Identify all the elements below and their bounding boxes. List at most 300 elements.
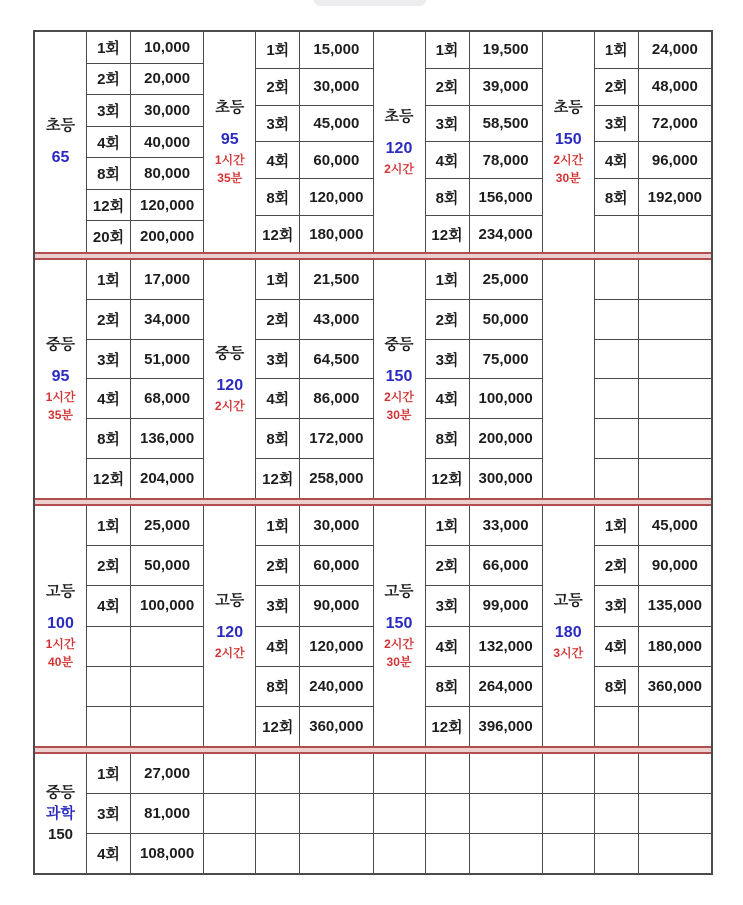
- label-line: 1시간: [214, 152, 245, 167]
- label-line: 120: [216, 376, 244, 394]
- session-cell: 3회: [595, 106, 639, 142]
- session-cell: 4회: [426, 379, 470, 418]
- price-cell: 86,000: [313, 390, 360, 408]
- session-cell: 1회: [426, 260, 470, 299]
- price-table: [33, 30, 713, 875]
- session-cell: [595, 834, 639, 873]
- table-row: [256, 586, 372, 626]
- rows: [426, 754, 542, 873]
- session-cell: 4회: [87, 586, 131, 625]
- table-row: [426, 546, 542, 586]
- session-cell: [595, 300, 639, 339]
- price-cell: 264,000: [478, 677, 533, 695]
- table-row: [87, 586, 203, 626]
- price-cell: 204,000: [140, 470, 195, 488]
- price-cell: 51,000: [144, 350, 191, 368]
- grade-label-cell: [35, 754, 87, 873]
- session-cell: 1회: [595, 506, 639, 545]
- table-row: [87, 754, 203, 794]
- block-elementary-3: [543, 32, 711, 252]
- session-cell: 2회: [256, 546, 300, 585]
- price-cell: [639, 794, 711, 833]
- section-separator: [35, 252, 711, 260]
- table-row: [87, 834, 203, 873]
- session-cell: 4회: [426, 142, 470, 178]
- table-row: [87, 260, 203, 300]
- table-row: [87, 627, 203, 667]
- price-cell: 30,000: [313, 517, 360, 535]
- rows: [595, 506, 711, 746]
- label-line: 35분: [48, 408, 73, 423]
- session-cell: [87, 667, 131, 706]
- price-cell: 120,000: [309, 188, 364, 206]
- session-cell: 3회: [87, 95, 131, 126]
- label-line: 2시간: [214, 398, 245, 413]
- label-line: 100: [47, 614, 74, 632]
- session-cell: 8회: [426, 419, 470, 458]
- price-cell: 200,000: [140, 228, 195, 246]
- label-line: 2시간: [384, 161, 414, 176]
- label-line: 180: [554, 623, 582, 641]
- table-row: [256, 794, 372, 834]
- price-cell: 68,000: [144, 390, 191, 408]
- session-cell: 1회: [87, 32, 131, 63]
- label-line: 65: [51, 148, 70, 166]
- table-row: [595, 260, 711, 300]
- rows: [426, 260, 542, 498]
- table-row: [426, 586, 542, 626]
- table-row: [256, 459, 372, 498]
- label-line: 중등: [384, 335, 414, 353]
- session-cell: 8회: [256, 667, 300, 706]
- price-cell: 192,000: [647, 188, 702, 206]
- price-cell: [639, 459, 711, 498]
- price-cell: 100,000: [478, 390, 533, 408]
- block-middle-science-1: [204, 754, 373, 873]
- price-cell: 120,000: [140, 196, 195, 214]
- session-cell: 4회: [87, 834, 131, 873]
- session-cell: 8회: [595, 179, 639, 215]
- price-cell: 99,000: [482, 597, 529, 615]
- label-line: 150: [47, 825, 74, 843]
- block-middle-0: [35, 260, 204, 498]
- table-row: [87, 459, 203, 498]
- session-cell: [426, 834, 470, 873]
- table-row: [87, 379, 203, 419]
- session-cell: [87, 627, 131, 666]
- session-cell: 8회: [87, 419, 131, 458]
- empty-label-cell: [204, 794, 255, 834]
- session-cell: 1회: [256, 32, 300, 68]
- price-cell: 180,000: [309, 225, 364, 243]
- price-cell: 30,000: [313, 78, 360, 96]
- price-cell: 17,000: [144, 270, 191, 288]
- session-cell: 4회: [87, 379, 131, 418]
- table-row: [256, 707, 372, 746]
- section-high: [35, 506, 711, 746]
- session-cell: 4회: [595, 142, 639, 178]
- table-row: [595, 627, 711, 667]
- label-line: 2시간: [384, 389, 414, 404]
- label-line: 중등: [46, 783, 75, 801]
- rows: [595, 260, 711, 498]
- table-row: [426, 707, 542, 746]
- grade-label-cell: [543, 260, 595, 498]
- price-cell: 75,000: [482, 350, 529, 368]
- price-cell: 240,000: [309, 677, 364, 695]
- block-high-2: [374, 506, 543, 746]
- table-row: [426, 667, 542, 707]
- label-line: 고등: [553, 591, 583, 609]
- table-row: [595, 300, 711, 340]
- table-row: [87, 190, 203, 222]
- session-cell: 2회: [426, 69, 470, 105]
- table-row: [426, 32, 542, 69]
- grade-label-cell: [35, 32, 87, 252]
- block-middle-science-0: [35, 754, 204, 873]
- session-cell: [595, 260, 639, 299]
- session-cell: 3회: [87, 794, 131, 833]
- table-row: [426, 459, 542, 498]
- grade-label-cell: [204, 506, 256, 746]
- session-cell: 8회: [256, 179, 300, 215]
- session-cell: [595, 419, 639, 458]
- price-cell: [639, 754, 711, 793]
- rows: [87, 260, 203, 498]
- session-cell: 3회: [426, 340, 470, 379]
- price-cell: 45,000: [651, 517, 698, 535]
- label-line: 35분: [217, 171, 243, 186]
- price-cell: 81,000: [144, 805, 191, 822]
- label-line: 150: [385, 614, 413, 632]
- price-cell: 30,000: [144, 101, 191, 119]
- session-cell: 20회: [87, 221, 131, 252]
- session-cell: 2회: [595, 69, 639, 105]
- session-cell: 12회: [87, 190, 131, 221]
- session-cell: [256, 754, 300, 793]
- label-line: 초등: [215, 98, 245, 116]
- price-cell: [639, 379, 711, 418]
- price-cell: 50,000: [144, 557, 191, 575]
- top-rounded-artifact: [314, 0, 426, 6]
- session-cell: 3회: [256, 586, 300, 625]
- table-row: [595, 340, 711, 380]
- table-row: [426, 754, 542, 794]
- session-cell: 3회: [426, 586, 470, 625]
- table-row: [426, 260, 542, 300]
- session-cell: 1회: [426, 506, 470, 545]
- session-cell: 2회: [87, 546, 131, 585]
- table-row: [426, 300, 542, 340]
- price-cell: 27,000: [144, 765, 191, 782]
- label-line: 고등: [384, 582, 414, 600]
- table-row: [595, 546, 711, 586]
- price-cell: 132,000: [478, 637, 533, 655]
- table-row: [426, 379, 542, 419]
- session-cell: 1회: [426, 32, 470, 68]
- table-row: [256, 379, 372, 419]
- session-cell: [595, 379, 639, 418]
- price-cell: 80,000: [144, 165, 191, 183]
- label-line: 2시간: [553, 152, 584, 167]
- table-row: [595, 754, 711, 794]
- price-cell: 24,000: [651, 41, 698, 59]
- session-cell: 3회: [87, 340, 131, 379]
- empty-label-cell: [543, 794, 594, 834]
- table-row: [426, 106, 542, 143]
- price-cell: [639, 834, 711, 873]
- block-high-0: [35, 506, 204, 746]
- empty-label-cell: [543, 754, 594, 794]
- session-cell: 4회: [595, 627, 639, 666]
- block-high-3: [543, 506, 711, 746]
- table-row: [87, 506, 203, 546]
- label-line: 95: [220, 130, 239, 148]
- price-cell: 25,000: [144, 517, 191, 535]
- table-row: [87, 64, 203, 96]
- table-row: [426, 794, 542, 834]
- rows: [256, 260, 372, 498]
- price-cell: [639, 216, 711, 252]
- price-cell: 60,000: [313, 557, 360, 575]
- table-row: [256, 627, 372, 667]
- table-row: [256, 300, 372, 340]
- price-cell: 45,000: [313, 115, 360, 133]
- session-cell: [595, 707, 639, 746]
- table-row: [256, 754, 372, 794]
- session-cell: 1회: [87, 506, 131, 545]
- section-separator: [35, 746, 711, 754]
- label-line: 95: [51, 367, 70, 385]
- label-line: 30분: [555, 171, 581, 186]
- rows: [87, 506, 203, 746]
- label-line: 150: [385, 367, 413, 385]
- price-cell: [470, 834, 542, 873]
- section-middle-science: [35, 754, 711, 873]
- price-cell: 96,000: [651, 151, 698, 169]
- rows: [256, 506, 372, 746]
- table-row: [595, 834, 711, 873]
- block-middle-1: [204, 260, 373, 498]
- session-cell: 4회: [87, 127, 131, 158]
- price-cell: 90,000: [313, 597, 360, 615]
- price-cell: 100,000: [140, 597, 195, 615]
- table-row: [595, 106, 711, 143]
- table-row: [595, 142, 711, 179]
- grade-label-cell: [374, 32, 426, 252]
- grade-label-cell: [204, 260, 256, 498]
- session-cell: 8회: [87, 158, 131, 189]
- session-cell: 12회: [256, 459, 300, 498]
- label-line: 1시간: [45, 389, 76, 404]
- table-row: [256, 340, 372, 380]
- table-row: [595, 506, 711, 546]
- table-row: [87, 158, 203, 190]
- rows: [87, 754, 203, 873]
- label-line: 120: [385, 139, 413, 157]
- table-row: [595, 379, 711, 419]
- session-cell: 2회: [426, 546, 470, 585]
- session-cell: 12회: [256, 707, 300, 746]
- block-middle-3: [543, 260, 711, 498]
- table-row: [256, 546, 372, 586]
- label-line: 2시간: [384, 636, 414, 651]
- price-cell: 78,000: [482, 151, 529, 169]
- price-cell: 90,000: [651, 557, 698, 575]
- table-row: [87, 546, 203, 586]
- table-row: [256, 32, 372, 69]
- table-row: [87, 794, 203, 834]
- price-cell: [470, 754, 542, 793]
- block-middle-science-3: [543, 754, 711, 873]
- label-line: 중등: [46, 335, 75, 353]
- price-cell: 48,000: [651, 78, 698, 96]
- session-cell: 3회: [426, 106, 470, 142]
- label-line: 초등: [553, 98, 583, 116]
- price-cell: 60,000: [313, 151, 360, 169]
- label-line: 150: [554, 130, 582, 148]
- table-row: [426, 179, 542, 216]
- session-cell: 8회: [256, 419, 300, 458]
- table-row: [87, 95, 203, 127]
- table-row: [426, 69, 542, 106]
- price-cell: 50,000: [482, 310, 529, 328]
- price-cell: 200,000: [478, 430, 533, 448]
- label-line: 2시간: [214, 645, 245, 660]
- session-cell: 2회: [256, 300, 300, 339]
- price-cell: 15,000: [313, 41, 360, 59]
- price-cell: 396,000: [478, 717, 533, 735]
- rows: [87, 32, 203, 252]
- session-cell: 12회: [256, 216, 300, 252]
- grade-label-cell: [204, 32, 256, 252]
- rows: [595, 32, 711, 252]
- table-row: [256, 69, 372, 106]
- price-cell: 20,000: [144, 70, 191, 88]
- table-row: [87, 32, 203, 64]
- label-line: 30분: [386, 655, 412, 670]
- price-cell: 10,000: [144, 38, 191, 56]
- label-line: 30분: [386, 408, 412, 423]
- table-row: [256, 260, 372, 300]
- session-cell: [595, 754, 639, 793]
- section-separator: [35, 498, 711, 506]
- block-middle-2: [374, 260, 543, 498]
- empty-label-cell: [204, 754, 255, 794]
- table-row: [256, 419, 372, 459]
- price-cell: 234,000: [478, 225, 533, 243]
- table-row: [87, 667, 203, 707]
- table-row: [595, 216, 711, 252]
- price-cell: [300, 754, 372, 793]
- price-cell: 21,500: [313, 270, 360, 288]
- table-row: [595, 179, 711, 216]
- price-cell: 72,000: [651, 115, 698, 133]
- price-cell: 120,000: [309, 637, 364, 655]
- session-cell: 12회: [426, 459, 470, 498]
- session-cell: 4회: [256, 627, 300, 666]
- price-cell: 135,000: [647, 597, 702, 615]
- label-line: 40분: [48, 655, 73, 670]
- block-elementary-0: [35, 32, 204, 252]
- table-row: [595, 32, 711, 69]
- price-cell: [639, 340, 711, 379]
- label-line: 과학: [46, 804, 75, 822]
- label-line: 초등: [384, 107, 414, 125]
- session-cell: 1회: [87, 260, 131, 299]
- section-elementary: [35, 32, 711, 252]
- block-middle-science-2: [374, 754, 543, 873]
- session-cell: [256, 794, 300, 833]
- grade-label-cell: [543, 32, 595, 252]
- rows: [595, 754, 711, 873]
- session-cell: [87, 707, 131, 746]
- block-high-1: [204, 506, 373, 746]
- table-row: [256, 179, 372, 216]
- session-cell: [595, 340, 639, 379]
- price-cell: [131, 667, 203, 706]
- grade-label-cell: [374, 260, 426, 498]
- session-cell: 1회: [256, 506, 300, 545]
- price-cell: 66,000: [482, 557, 529, 575]
- session-cell: 12회: [426, 707, 470, 746]
- table-row: [426, 834, 542, 873]
- table-row: [595, 419, 711, 459]
- table-row: [87, 419, 203, 459]
- rows: [426, 32, 542, 252]
- block-elementary-1: [204, 32, 373, 252]
- table-row: [256, 506, 372, 546]
- price-cell: 172,000: [309, 430, 364, 448]
- label-line: 중등: [215, 344, 245, 362]
- table-row: [87, 340, 203, 380]
- empty-label-cell: [374, 754, 425, 794]
- price-cell: 19,500: [482, 41, 529, 59]
- label-line: 초등: [46, 116, 75, 134]
- price-cell: [639, 260, 711, 299]
- price-cell: [470, 794, 542, 833]
- session-cell: 2회: [87, 64, 131, 95]
- rows: [426, 506, 542, 746]
- rows: [256, 754, 372, 873]
- table-row: [256, 667, 372, 707]
- table-row: [595, 459, 711, 498]
- empty-label-column: [543, 754, 595, 873]
- table-row: [256, 142, 372, 179]
- price-cell: 33,000: [482, 517, 529, 535]
- session-cell: 3회: [595, 586, 639, 625]
- price-cell: 108,000: [140, 845, 195, 862]
- session-cell: 8회: [595, 667, 639, 706]
- session-cell: 2회: [87, 300, 131, 339]
- table-row: [426, 627, 542, 667]
- label-line: 고등: [46, 582, 75, 600]
- price-cell: 40,000: [144, 133, 191, 151]
- table-row: [87, 707, 203, 746]
- session-cell: [595, 216, 639, 252]
- table-row: [426, 419, 542, 459]
- price-cell: [639, 707, 711, 746]
- session-cell: 1회: [87, 754, 131, 793]
- block-elementary-2: [374, 32, 543, 252]
- session-cell: [595, 794, 639, 833]
- price-cell: [131, 707, 203, 746]
- label-line: 1시간: [45, 636, 76, 651]
- empty-label-cell: [374, 794, 425, 834]
- price-cell: 258,000: [309, 470, 364, 488]
- label-line: 3시간: [553, 645, 584, 660]
- table-row: [595, 69, 711, 106]
